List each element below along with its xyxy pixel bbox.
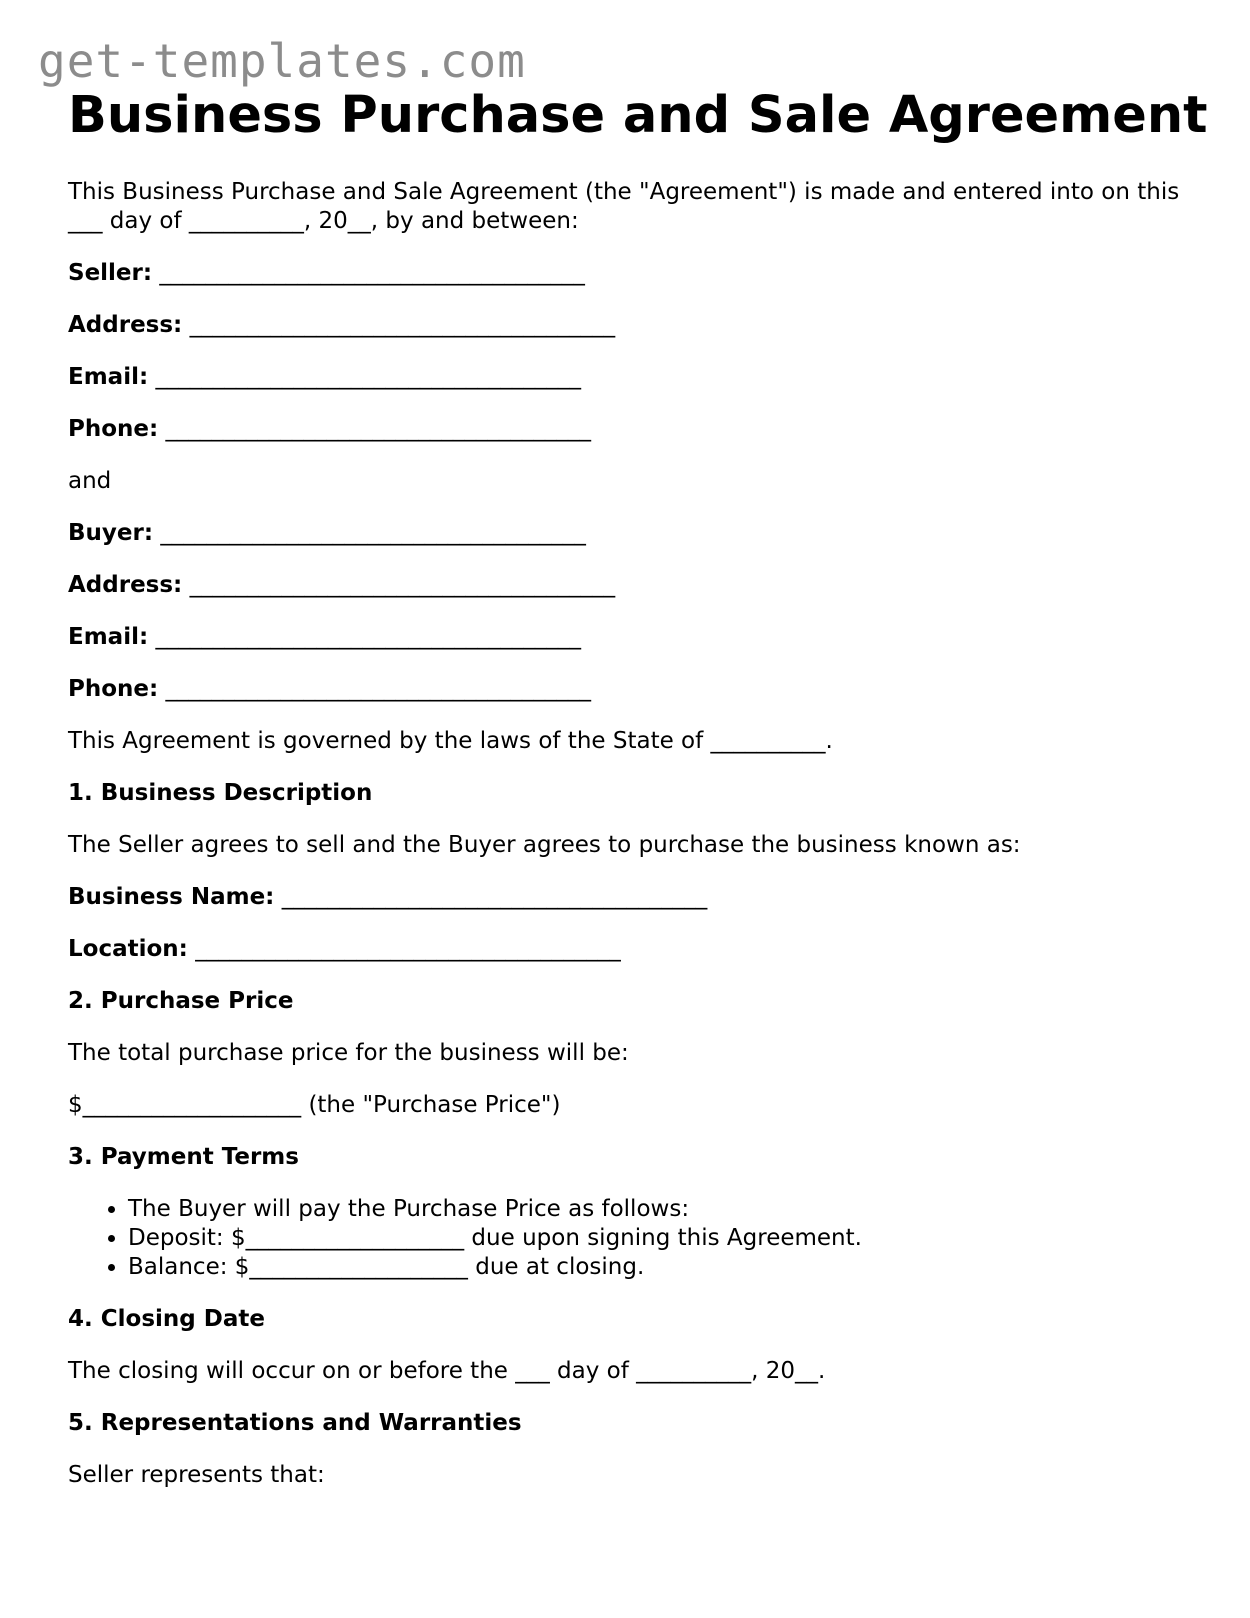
payment-terms-list (68, 1195, 1188, 1282)
seller-phone-blank[interactable]: _____________________________________ (165, 416, 592, 442)
buyer-email-field[interactable] (68, 623, 1188, 652)
list-item[interactable]: • Deposit: $___________________ due upon signing this Agreement. (128, 1224, 1188, 1253)
business-name-blank[interactable]: _____________________________________ (281, 884, 708, 910)
location-blank[interactable]: _____________________________________ (195, 936, 621, 962)
list-item: • The Buyer will pay the Purchase Price as follows: (128, 1195, 1188, 1224)
purchase-price-text: The total purchase price for the business will be: (68, 1040, 629, 1066)
location-label: Location: (68, 936, 188, 962)
buyer-email-label: Email: (68, 624, 149, 650)
buyer-address-label: Address: (68, 572, 183, 598)
intro-paragraph: This Business Purchase and Sale Agreement (the "Agreement") is made and entered into on this ___ day of __________, 20__, by and between: (68, 179, 1180, 234)
governing-law-text: This Agreement is governed by the laws of the State of __________. (68, 728, 833, 754)
seller-name-blank[interactable]: _____________________________________ (159, 260, 585, 286)
seller-email-field[interactable] (68, 363, 1188, 392)
seller-address-label: Address: (68, 312, 183, 338)
seller-phone-label: Phone: (68, 416, 159, 442)
buyer-address-field[interactable] (68, 571, 1188, 600)
location-field[interactable] (68, 935, 1188, 964)
section-heading-purchase-price: 2. Purchase Price (68, 988, 294, 1014)
list-item[interactable]: • Balance: $___________________ due at closing. (128, 1253, 1188, 1282)
seller-phone-field[interactable] (68, 415, 1188, 444)
buyer-name-blank[interactable]: _____________________________________ (160, 520, 586, 546)
seller-address-field[interactable] (68, 311, 1188, 340)
section-heading-payment-terms: 3. Payment Terms (68, 1144, 299, 1170)
buyer-phone-field[interactable] (68, 675, 1188, 704)
buyer-address-blank[interactable]: _____________________________________ (189, 572, 616, 598)
business-description-text: The Seller agrees to sell and the Buyer agrees to purchase the business known as: (68, 832, 1021, 858)
document-body (68, 178, 1188, 1513)
section-heading-business-description: 1. Business Description (68, 780, 373, 806)
business-name-field[interactable] (68, 883, 1188, 912)
business-name-label: Business Name: (68, 884, 275, 910)
representations-text: Seller represents that: (68, 1462, 325, 1488)
buyer-phone-blank[interactable]: _____________________________________ (165, 676, 592, 702)
document-title: Business Purchase and Sale Agreement (68, 86, 1208, 145)
buyer-name-label: Buyer: (68, 520, 154, 546)
seller-name-field[interactable] (68, 259, 1188, 288)
watermark: get-templates.com (38, 34, 526, 88)
section-heading-closing-date: 4. Closing Date (68, 1306, 265, 1332)
seller-email-blank[interactable]: _____________________________________ (155, 364, 581, 390)
section-heading-representations: 5. Representations and Warranties (68, 1410, 522, 1436)
seller-address-blank[interactable]: _____________________________________ (189, 312, 616, 338)
seller-email-label: Email: (68, 364, 149, 390)
and-text: and (68, 468, 112, 494)
closing-date-text[interactable]: The closing will occur on or before the ___ day of __________, 20__. (68, 1358, 826, 1384)
buyer-name-field[interactable] (68, 519, 1188, 548)
purchase-price-line[interactable]: $___________________ (the "Purchase Price") (68, 1092, 561, 1118)
buyer-email-blank[interactable]: _____________________________________ (155, 624, 581, 650)
seller-name-label: Seller: (68, 260, 153, 286)
buyer-phone-label: Phone: (68, 676, 159, 702)
